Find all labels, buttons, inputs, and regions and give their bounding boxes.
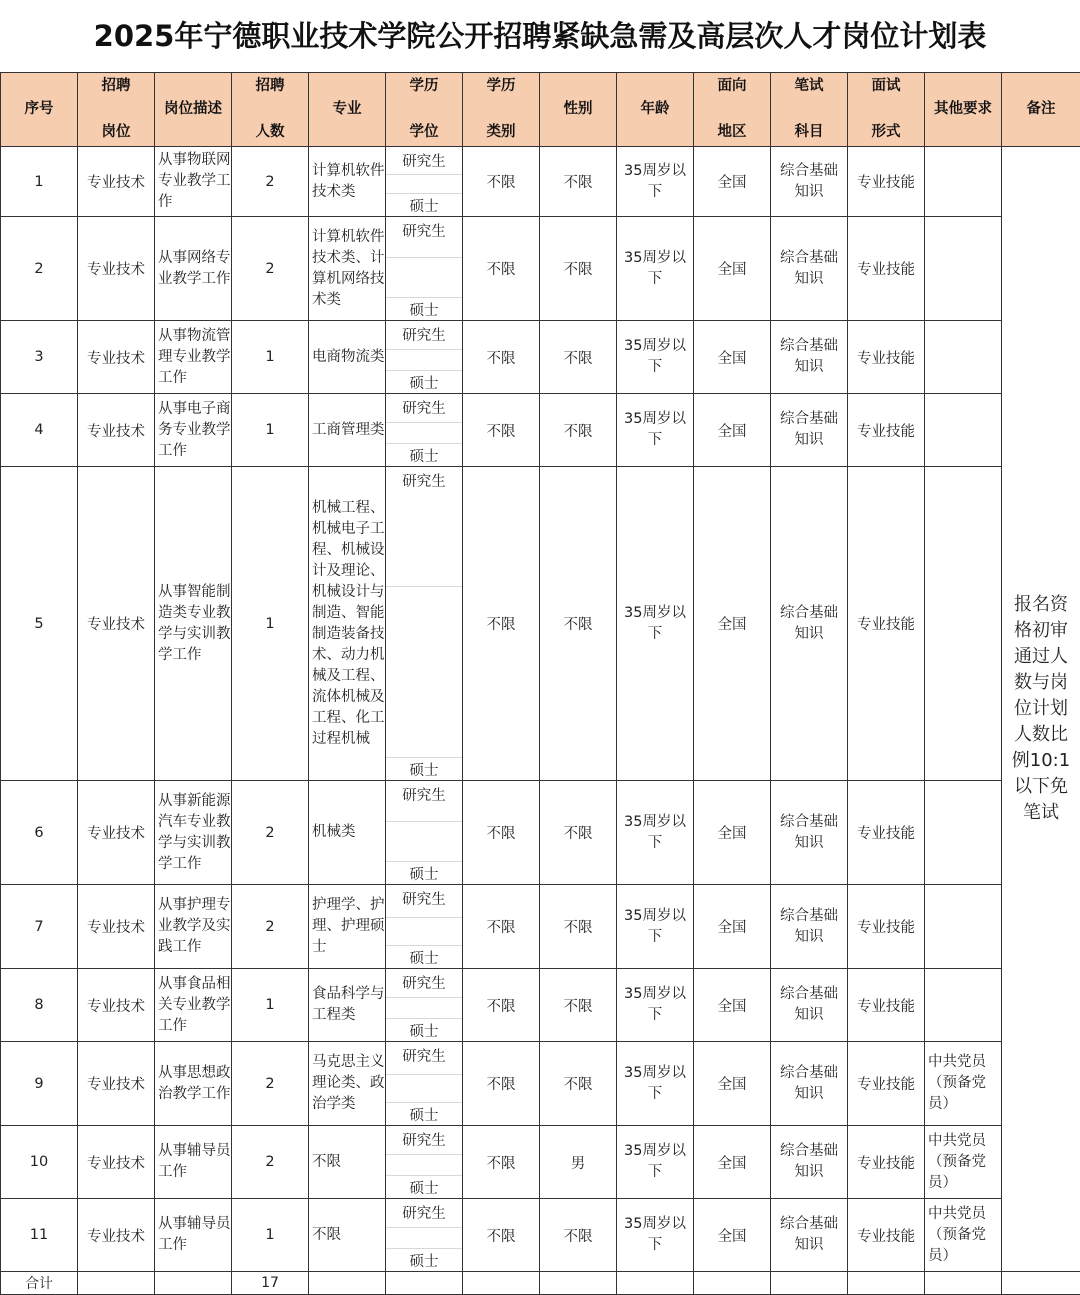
- cell-num: 1: [232, 394, 309, 467]
- cell-region: 全国: [694, 1199, 771, 1272]
- cell-gender: 男: [540, 1126, 617, 1199]
- cell-age: 35周岁以下: [617, 467, 694, 781]
- cell-num: 2: [232, 885, 309, 969]
- table-row: [1, 781, 1080, 885]
- cell-gender: 不限: [540, 781, 617, 885]
- total-label: 合计: [1, 1272, 78, 1295]
- cell-major: 不限: [309, 1126, 386, 1199]
- cell-seq: 7: [1, 885, 78, 969]
- cell-other: [925, 781, 1002, 885]
- header-num: 招聘 人数: [232, 73, 309, 147]
- cell-other: 中共党员（预备党员）: [925, 1126, 1002, 1199]
- edu-degree: 硕士: [409, 449, 439, 465]
- cell-age: 35周岁以下: [617, 147, 694, 217]
- cell-post: 专业技术: [78, 969, 155, 1042]
- cell-post: 专业技术: [78, 1126, 155, 1199]
- cell-interview: 专业技能: [848, 467, 925, 781]
- header-other: 其他要求: [925, 73, 1002, 147]
- cell-post: 专业技术: [78, 394, 155, 467]
- cell-major: 电商物流类: [309, 321, 386, 394]
- cell-etype: 不限: [463, 217, 540, 321]
- cell-gender: 不限: [540, 885, 617, 969]
- cell-desc: 从事辅导员工作: [155, 1199, 232, 1272]
- cell-desc: 从事网络专业教学工作: [155, 217, 232, 321]
- cell-age: 35周岁以下: [617, 1126, 694, 1199]
- cell-edu: [386, 1199, 463, 1272]
- table-row: [1, 1126, 1080, 1199]
- cell-seq: 6: [1, 781, 78, 885]
- cell-edu: [386, 885, 463, 969]
- edu-level: 研究生: [402, 1206, 446, 1222]
- cell-seq: 3: [1, 321, 78, 394]
- cell-other: [925, 885, 1002, 969]
- header-region: 面向 地区: [694, 73, 771, 147]
- cell-seq: 1: [1, 147, 78, 217]
- cell-seq: 5: [1, 467, 78, 781]
- edu-level: 研究生: [402, 788, 446, 804]
- cell-other: 中共党员（预备党员）: [925, 1042, 1002, 1126]
- cell-major: 计算机软件技术类、计算机网络技术类: [309, 217, 386, 321]
- cell-post: 专业技术: [78, 781, 155, 885]
- cell-written: 综合基础知识: [771, 1042, 848, 1126]
- edu-degree: 硕士: [409, 1024, 439, 1040]
- total-row: [1, 1272, 1080, 1295]
- edu-degree: 硕士: [409, 199, 439, 215]
- cell-seq: 11: [1, 1199, 78, 1272]
- cell-post: 专业技术: [78, 1042, 155, 1126]
- edu-degree: 硕士: [409, 376, 439, 392]
- cell-interview: 专业技能: [848, 217, 925, 321]
- cell-interview: 专业技能: [848, 394, 925, 467]
- cell-etype: 不限: [463, 467, 540, 781]
- cell-seq: 4: [1, 394, 78, 467]
- edu-level: 研究生: [402, 892, 446, 908]
- cell-post: 专业技术: [78, 467, 155, 781]
- edu-level: 研究生: [402, 401, 446, 417]
- cell-other: [925, 217, 1002, 321]
- cell-edu: [386, 467, 463, 781]
- cell-etype: 不限: [463, 321, 540, 394]
- cell-written: 综合基础知识: [771, 1126, 848, 1199]
- header-seq: 序号: [1, 73, 78, 147]
- edu-level: 研究生: [402, 474, 446, 490]
- cell-gender: 不限: [540, 1199, 617, 1272]
- cell-gender: 不限: [540, 147, 617, 217]
- cell-edu: [386, 1126, 463, 1199]
- header-etype: 学历 类别: [463, 73, 540, 147]
- cell-written: 综合基础知识: [771, 467, 848, 781]
- cell-etype: 不限: [463, 885, 540, 969]
- cell-region: 全国: [694, 321, 771, 394]
- edu-degree: 硕士: [409, 1254, 439, 1270]
- cell-written: 综合基础知识: [771, 147, 848, 217]
- cell-num: 1: [232, 321, 309, 394]
- cell-age: 35周岁以下: [617, 885, 694, 969]
- cell-other: [925, 321, 1002, 394]
- cell-etype: 不限: [463, 781, 540, 885]
- cell-major: 机械类: [309, 781, 386, 885]
- table-row: [1, 969, 1080, 1042]
- cell-written: 综合基础知识: [771, 969, 848, 1042]
- header-remark: 备注: [1002, 73, 1080, 147]
- edu-degree: 硕士: [409, 1108, 439, 1124]
- header-interview: 面试 形式: [848, 73, 925, 147]
- cell-region: 全国: [694, 1042, 771, 1126]
- cell-desc: 从事物联网专业教学工作: [155, 147, 232, 217]
- cell-edu: [386, 781, 463, 885]
- table-row: [1, 394, 1080, 467]
- cell-interview: 专业技能: [848, 885, 925, 969]
- cell-seq: 10: [1, 1126, 78, 1199]
- cell-num: 2: [232, 217, 309, 321]
- edu-degree: 硕士: [409, 867, 439, 883]
- cell-written: 综合基础知识: [771, 781, 848, 885]
- cell-desc: 从事辅导员工作: [155, 1126, 232, 1199]
- cell-major: 工商管理类: [309, 394, 386, 467]
- cell-gender: 不限: [540, 969, 617, 1042]
- cell-desc: 从事思想政治教学工作: [155, 1042, 232, 1126]
- header-post: 招聘 岗位: [78, 73, 155, 147]
- cell-desc: 从事食品相关专业教学工作: [155, 969, 232, 1042]
- cell-etype: 不限: [463, 394, 540, 467]
- table-row: [1, 467, 1080, 781]
- cell-written: 综合基础知识: [771, 885, 848, 969]
- cell-num: 2: [232, 147, 309, 217]
- header-row: [1, 73, 1080, 147]
- header-edu: 学历 学位: [386, 73, 463, 147]
- cell-age: 35周岁以下: [617, 321, 694, 394]
- cell-major: 护理学、护理、护理硕士: [309, 885, 386, 969]
- cell-post: 专业技术: [78, 885, 155, 969]
- edu-level: 研究生: [402, 154, 446, 170]
- cell-region: 全国: [694, 147, 771, 217]
- cell-age: 35周岁以下: [617, 394, 694, 467]
- total-num: 17: [232, 1272, 309, 1295]
- table-row: [1, 217, 1080, 321]
- table-row: [1, 1199, 1080, 1272]
- recruitment-table: [0, 72, 1080, 1295]
- cell-written: 综合基础知识: [771, 321, 848, 394]
- cell-seq: 9: [1, 1042, 78, 1126]
- cell-region: 全国: [694, 217, 771, 321]
- cell-interview: 专业技能: [848, 969, 925, 1042]
- cell-gender: 不限: [540, 217, 617, 321]
- cell-edu: [386, 217, 463, 321]
- edu-level: 研究生: [402, 1049, 446, 1065]
- cell-edu: [386, 1042, 463, 1126]
- cell-region: 全国: [694, 969, 771, 1042]
- cell-major: 机械工程、机械电子工程、机械设计及理论、机械设计与制造、智能制造装备技术、动力机械及工程、流体机械及工程、化工过程机械: [309, 467, 386, 781]
- header-gender: 性别: [540, 73, 617, 147]
- page-title: 2025年宁德职业技术学院公开招聘紧缺急需及高层次人才岗位计划表: [93, 19, 987, 53]
- cell-interview: 专业技能: [848, 781, 925, 885]
- edu-degree: 硕士: [409, 951, 439, 967]
- cell-edu: [386, 969, 463, 1042]
- edu-level: 研究生: [402, 1133, 446, 1149]
- cell-written: 综合基础知识: [771, 1199, 848, 1272]
- cell-etype: 不限: [463, 1199, 540, 1272]
- cell-desc: 从事智能制造类专业教学与实训教学工作: [155, 467, 232, 781]
- cell-region: 全国: [694, 781, 771, 885]
- edu-degree: 硕士: [409, 1181, 439, 1197]
- header-desc: 岗位描述: [155, 73, 232, 147]
- cell-gender: 不限: [540, 321, 617, 394]
- edu-level: 研究生: [402, 976, 446, 992]
- cell-edu: [386, 147, 463, 217]
- cell-other: [925, 969, 1002, 1042]
- cell-interview: 专业技能: [848, 321, 925, 394]
- cell-other: [925, 467, 1002, 781]
- cell-interview: 专业技能: [848, 147, 925, 217]
- cell-post: 专业技术: [78, 147, 155, 217]
- cell-age: 35周岁以下: [617, 781, 694, 885]
- cell-edu: [386, 394, 463, 467]
- cell-num: 2: [232, 1126, 309, 1199]
- header-written: 笔试 科目: [771, 73, 848, 147]
- cell-other: [925, 147, 1002, 217]
- cell-etype: 不限: [463, 147, 540, 217]
- cell-written: 综合基础知识: [771, 394, 848, 467]
- edu-level: 研究生: [402, 328, 446, 344]
- cell-seq: 8: [1, 969, 78, 1042]
- cell-interview: 专业技能: [848, 1126, 925, 1199]
- cell-num: 1: [232, 969, 309, 1042]
- cell-num: 2: [232, 1042, 309, 1126]
- table-row: [1, 321, 1080, 394]
- cell-age: 35周岁以下: [617, 969, 694, 1042]
- cell-desc: 从事护理专业教学及实践工作: [155, 885, 232, 969]
- cell-interview: 专业技能: [848, 1199, 925, 1272]
- cell-written: 综合基础知识: [771, 217, 848, 321]
- table-row: [1, 885, 1080, 969]
- cell-age: 35周岁以下: [617, 217, 694, 321]
- cell-desc: 从事新能源汽车专业教学与实训教学工作: [155, 781, 232, 885]
- remark-note: 报名资格初审通过人数与岗位计划人数比例10:1以下免笔试: [1002, 147, 1080, 1272]
- cell-post: 专业技术: [78, 321, 155, 394]
- cell-desc: 从事电子商务专业教学工作: [155, 394, 232, 467]
- cell-age: 35周岁以下: [617, 1199, 694, 1272]
- table-row: [1, 147, 1080, 217]
- cell-age: 35周岁以下: [617, 1042, 694, 1126]
- cell-major: 不限: [309, 1199, 386, 1272]
- cell-region: 全国: [694, 394, 771, 467]
- cell-region: 全国: [694, 467, 771, 781]
- cell-interview: 专业技能: [848, 1042, 925, 1126]
- header-major: 专业: [309, 73, 386, 147]
- cell-other: 中共党员（预备党员）: [925, 1199, 1002, 1272]
- cell-other: [925, 394, 1002, 467]
- cell-etype: 不限: [463, 1042, 540, 1126]
- cell-major: 计算机软件技术类: [309, 147, 386, 217]
- cell-num: 1: [232, 467, 309, 781]
- cell-post: 专业技术: [78, 217, 155, 321]
- cell-etype: 不限: [463, 969, 540, 1042]
- cell-desc: 从事物流管理专业教学工作: [155, 321, 232, 394]
- cell-post: 专业技术: [78, 1199, 155, 1272]
- cell-gender: 不限: [540, 1042, 617, 1126]
- cell-edu: [386, 321, 463, 394]
- cell-etype: 不限: [463, 1126, 540, 1199]
- header-age: 年龄: [617, 73, 694, 147]
- edu-degree: 硕士: [409, 303, 439, 319]
- table-row: [1, 1042, 1080, 1126]
- cell-major: 马克思主义理论类、政治学类: [309, 1042, 386, 1126]
- cell-num: 1: [232, 1199, 309, 1272]
- edu-level: 研究生: [402, 224, 446, 240]
- cell-region: 全国: [694, 1126, 771, 1199]
- cell-gender: 不限: [540, 467, 617, 781]
- cell-region: 全国: [694, 885, 771, 969]
- cell-num: 2: [232, 781, 309, 885]
- cell-major: 食品科学与工程类: [309, 969, 386, 1042]
- edu-degree: 硕士: [409, 763, 439, 779]
- cell-gender: 不限: [540, 394, 617, 467]
- cell-seq: 2: [1, 217, 78, 321]
